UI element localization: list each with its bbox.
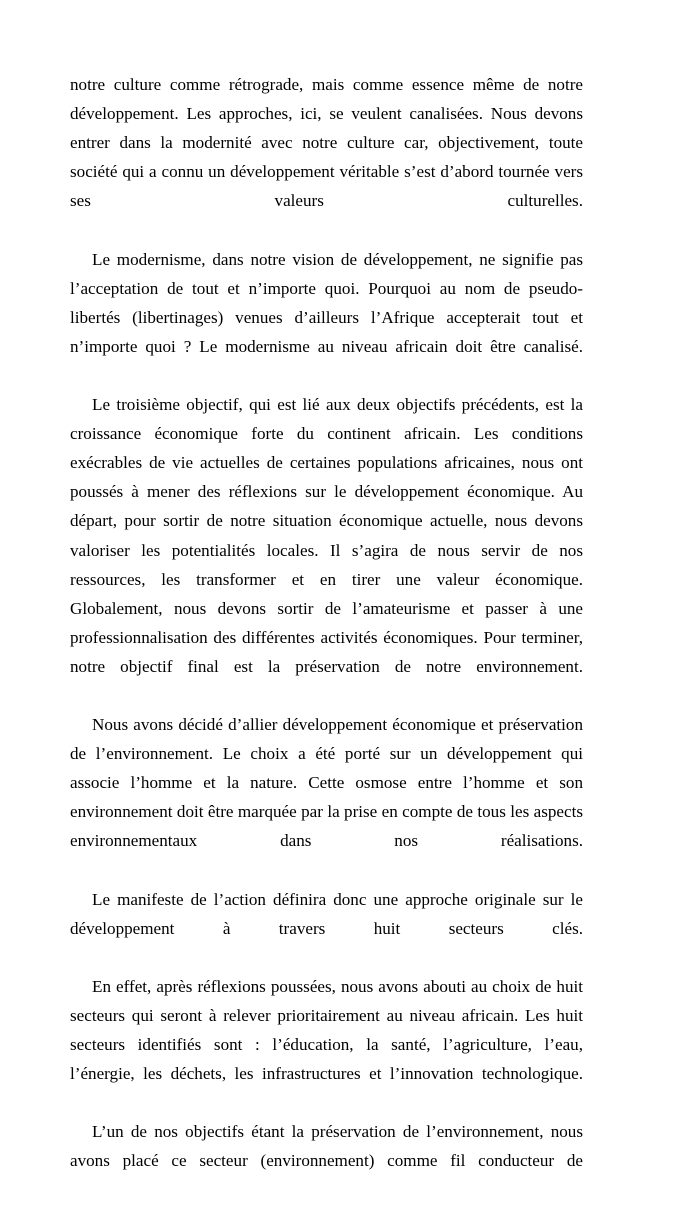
paragraph-troisieme-objectif: Le troisième objectif, qui est lié aux deux objectifs précédents, est la croissance économique forte du continent africain. Les conditions exécrables de vie actuelles de certaines populations africaines, nous ont poussés à mener des réflexions sur le développement économique. Au départ, pour sortir de notre situation économique actuelle, nous devons valoriser les potentialités locales. Il s’agira de nous servir de nos ressources, les transformer et en tirer une valeur économique. Globalement, nous devons sortir de l’amateurisme et passer à une professionnalisation des différentes activités économiques. Pour terminer, notre objectif final est la préservation de notre environnement. bbox=[70, 395, 583, 676]
paragraph-modernisme: Le modernisme, dans notre vision de développement, ne signifie pas l’acceptation de tout et n’importe quoi. Pourquoi au nom de pseudo-libertés (libertinages) venues d’ailleurs l’Afrique accepterait tout et n’importe quoi ? Le modernisme au niveau africain doit être canalisé. bbox=[70, 249, 583, 356]
page-body-text bbox=[70, 70, 583, 1205]
paragraph-culture-modernite: notre culture comme rétrograde, mais comme essence même de notre développement. Les approches, ici, se veulent canalisées. Nous devons entrer dans la modernité avec notre culture car, objectivement, toute société qui a connu un développement véritable s’est d’abord tournée vers ses valeurs culturelles. bbox=[70, 75, 583, 211]
paragraph-environnement: Nous avons décidé d’allier développement économique et préservation de l’environnement. Le choix a été porté sur un développement qui associe l’homme et la nature. Cette osmose entre l’homme et son environnement doit être marquée par la prise en compte de tous les aspects environnementaux dans nos réalisations. bbox=[70, 715, 583, 851]
paragraph-huit-secteurs: En effet, après réflexions poussées, nous avons abouti au choix de huit secteurs qui seront à relever prioritairement au niveau africain. Les huit secteurs identifiés sont : l’éducation, la santé, l’agriculture, l’eau, l’énergie, les déchets, les infrastructures et l’innovation technologique. bbox=[70, 976, 583, 1084]
paragraph-manifeste: Le manifeste de l’action définira donc une approche originale sur le développement à travers huit secteurs clés. bbox=[70, 889, 583, 938]
paragraph-fil-conducteur: L’un de nos objectifs étant la préservation de l’environnement, nous avons placé ce secteur (environnement) comme fil conducteur de bbox=[70, 1122, 583, 1171]
